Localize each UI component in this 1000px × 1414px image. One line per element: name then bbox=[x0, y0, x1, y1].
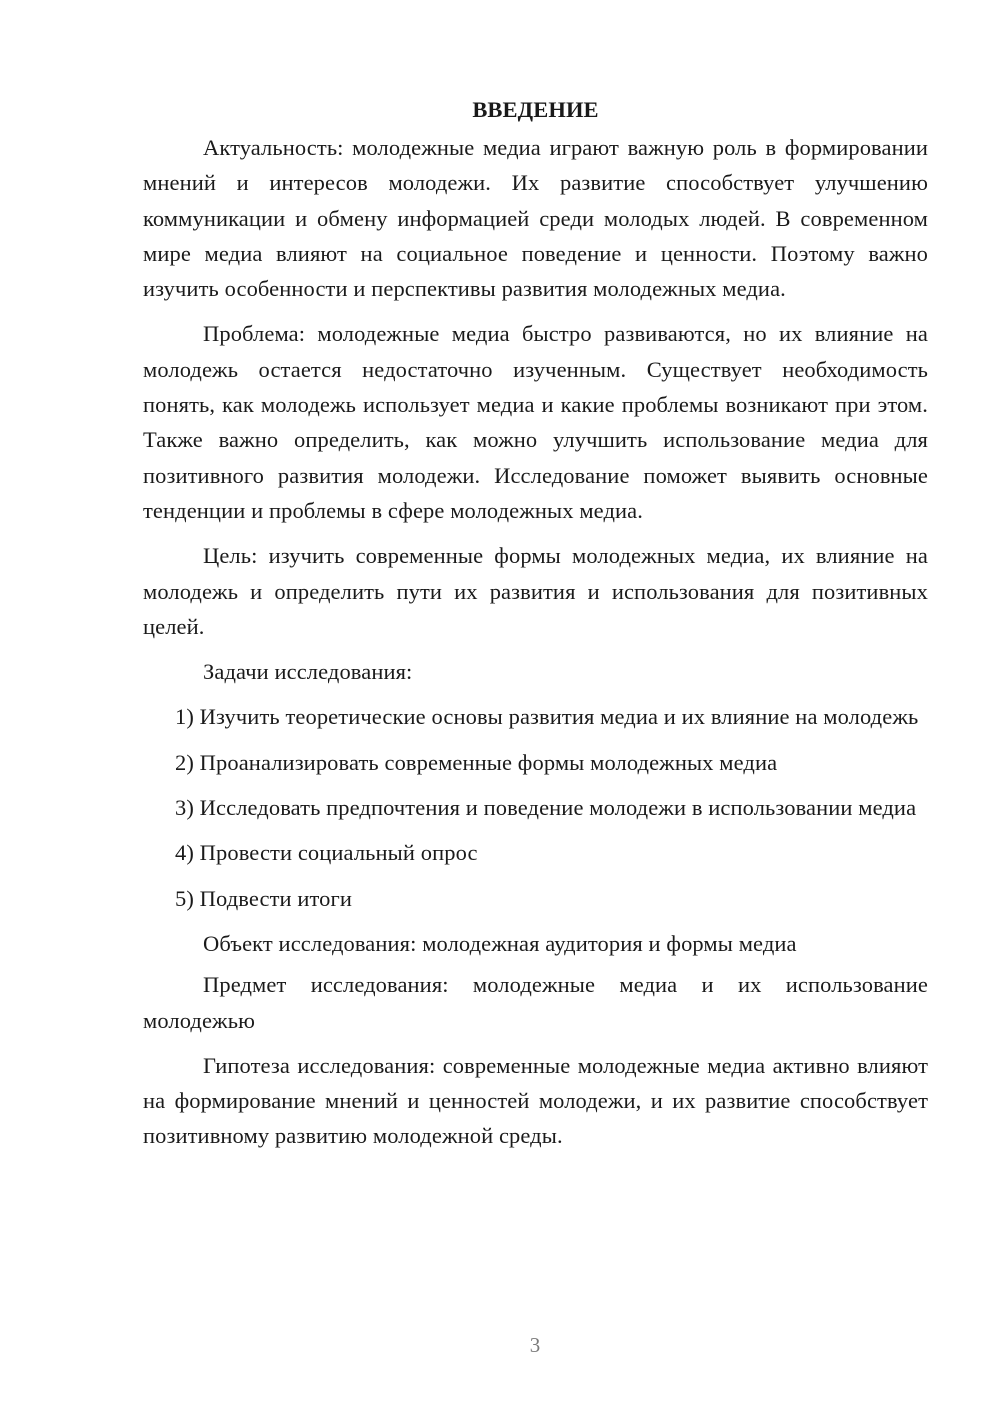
paragraph-hypothesis: Гипотеза исследования: современные молодежные медиа активно влияют на формирование мнений и ценностей молодежи, и их развитие способствует позитивному развитию молодежной среды. bbox=[143, 1052, 928, 1149]
task-item-1: 1) Изучить теоретические основы развития медиа и их влияние на молодежь bbox=[175, 704, 919, 730]
section-title: ВВЕДЕНИЕ bbox=[472, 97, 599, 122]
paragraph-problem: Проблема: молодежные медиа быстро развиваются, но их влияние на молодежь остается недостаточно изученным. Существует необходимость понять, как молодежь использует медиа и какие проблемы возникают при этом. Также важно определить, как можно улучшить использование медиа для позитивного развития молодежи. Исследование поможет выявить основные тенденции и проблемы в сфере молодежных медиа. bbox=[143, 321, 928, 523]
page-content bbox=[143, 92, 928, 1164]
tasks-heading: Задачи исследования: bbox=[203, 659, 413, 685]
task-item-5: 5) Подвести итоги bbox=[175, 885, 352, 911]
task-item-2: 2) Проанализировать современные формы молодежных медиа bbox=[175, 749, 778, 775]
paragraph-goal: Цель: изучить современные формы молодежных медиа, их влияние на молодежь и определить пути их развития и использования для позитивных целей. bbox=[143, 543, 928, 639]
task-item-4: 4) Провести социальный опрос bbox=[175, 840, 478, 866]
paragraph-relevance: Актуальность: молодежные медиа играют важную роль в формировании мнений и интересов молодежи. Их развитие способствует улучшению коммуникации и обмену информацией среди молодых людей. В современном мире медиа влияют на социальное поведение и ценности. Поэтому важно изучить особенности и перспективы развития молодежных медиа. bbox=[143, 135, 928, 302]
task-item-3: 3) Исследовать предпочтения и поведение молодежи в использовании медиа bbox=[175, 795, 917, 821]
paragraph-subject: Предмет исследования: молодежные медиа и их использование молодежью bbox=[143, 972, 928, 1033]
paragraph-object: Объект исследования: молодежная аудитория и формы медиа bbox=[203, 930, 797, 956]
page-number: 3 bbox=[529, 1333, 541, 1357]
